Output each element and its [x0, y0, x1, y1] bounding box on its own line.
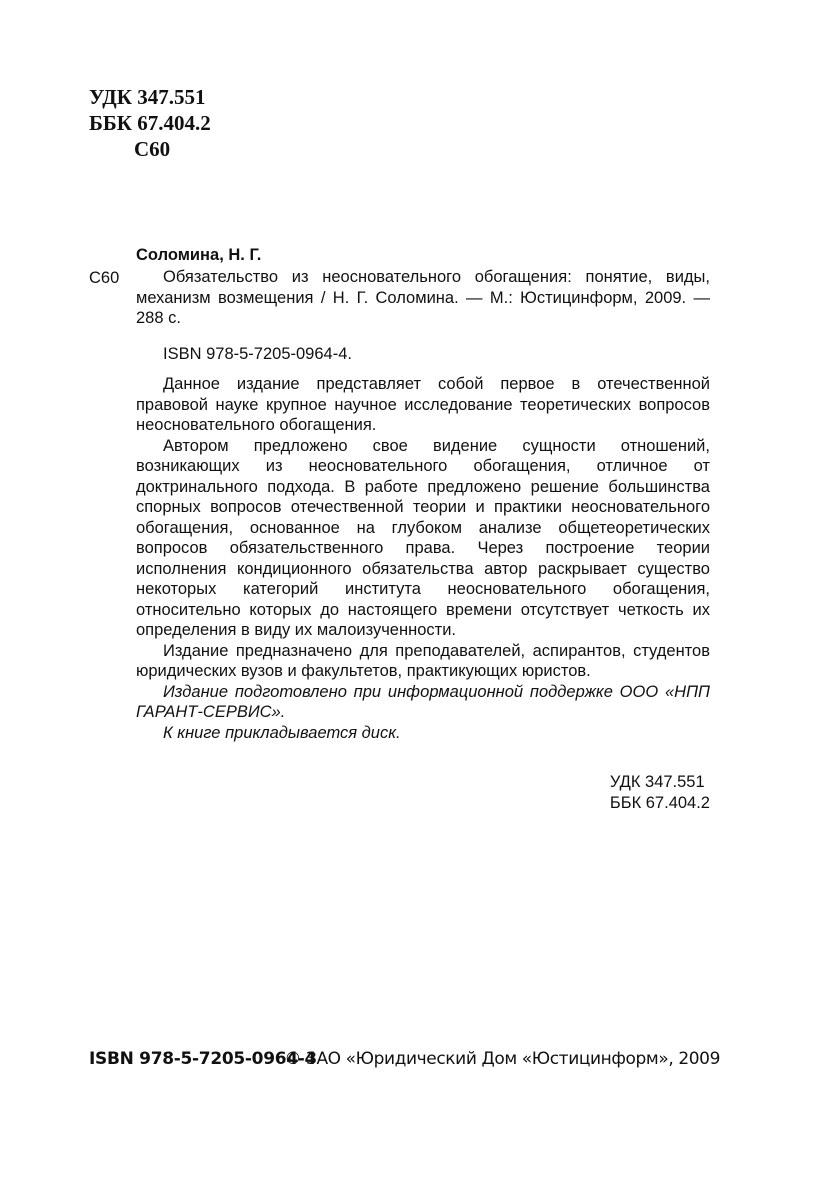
footer-isbn: ISBN 978-5-7205-0964-4: [89, 1049, 317, 1069]
catalog-author: Соломина, Н. Г.: [136, 246, 262, 264]
header-classification-codes: [89, 84, 211, 162]
annotation: [136, 374, 710, 743]
annotation-paragraph-4: Издание подготовлено при информационной поддержке ООО «НПП ГАРАНТ-СЕРВИС».: [136, 682, 710, 721]
catalog-author-mark: С60: [89, 269, 120, 287]
footer-copyright: © ЗАО «Юридический Дом «Юстицинформ», 2009: [284, 1049, 720, 1069]
header-bbk: ББК 67.404.2: [89, 111, 211, 135]
header-udk: УДК 347.551: [89, 85, 206, 109]
bottom-udk: УДК 347.551: [609, 773, 705, 791]
annotation-paragraph-3: Издание предназначено для преподавателей, аспирантов, студентов юридических вузов и факультетов, практикующих юристов.: [136, 641, 710, 680]
catalog-isbn: ISBN 978-5-7205-0964-4.: [163, 345, 352, 363]
annotation-paragraph-2: Автором предложено свое видение сущности отношений, возникающих из неосновательного обогащения, отличное от доктринального подхода. В работе предложено решение большинства спорных вопросов отечественной теории и практики неосновательного обогащения, основанное на глубоком анализе общетеоретических вопросов обязательственного права. Через построение теории исполнения кондиционного обязательства автор раскрывает существо некоторых категорий института неосновательного обогащения, относительно которых до настоящего времени отсутствует четкость их определения в виду их малоизученности.: [136, 436, 710, 639]
catalog-title-description: Обязательство из неосновательного обогащения: понятие, виды, механизм возмещения / Н. Г. Соломина. — М.: Юстицинформ, 2009. — 288 с.: [136, 268, 710, 327]
annotation-paragraph-5: К книге прикладывается диск.: [163, 723, 401, 742]
annotation-paragraph-1: Данное издание представляет собой первое в отечественной правовой науке крупное научное исследование теоретических вопросов неосновательного обогащения.: [136, 375, 710, 434]
bottom-classification-codes: [610, 772, 710, 814]
bottom-bbk: ББК 67.404.2: [609, 794, 710, 812]
header-author-mark: С60: [134, 137, 171, 161]
